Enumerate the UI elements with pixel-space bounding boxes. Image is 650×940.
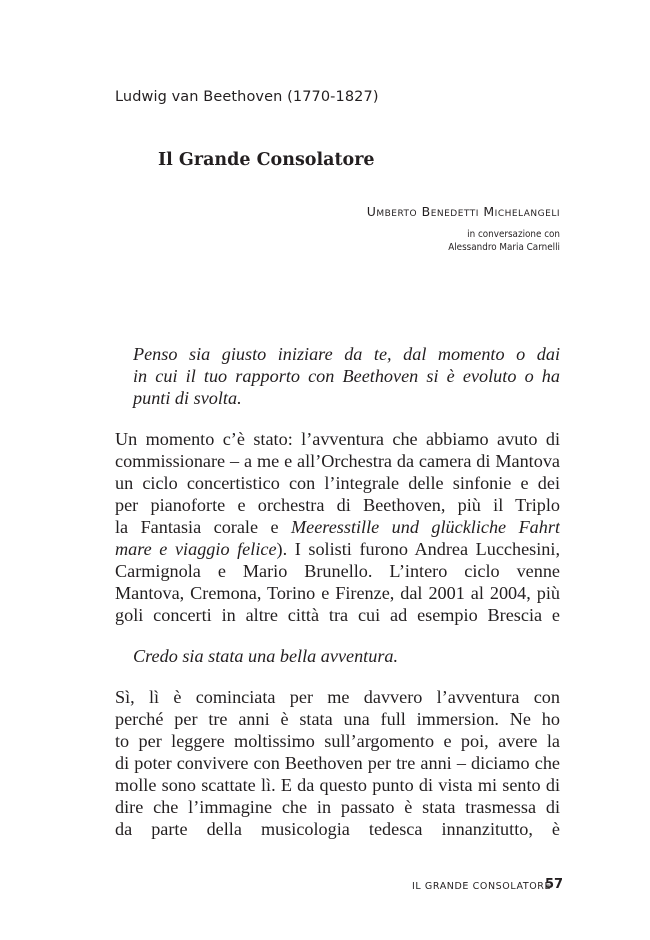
answer-text: ). I solisti furono Andrea Lucchesini, bbox=[276, 539, 560, 559]
question-line: punti di svolta. bbox=[133, 388, 242, 408]
answer-line: to per leggere moltissimo sull’argomento e poi, avere la bbox=[115, 731, 560, 751]
answer-line bbox=[115, 538, 560, 560]
answer-line: dire che l’immagine che in passato è stata trasmessa di bbox=[115, 797, 560, 817]
answer-line: Un momento c’è stato: l’avventura che abbiamo avuto di bbox=[115, 429, 560, 449]
answer-line: Carmignola e Mario Brunello. L’intero ciclo venne bbox=[115, 561, 560, 581]
answer-text: la Fantasia corale e bbox=[115, 517, 292, 537]
answer-line: un ciclo concertistico con l’integrale delle sinfonie e dei bbox=[115, 473, 560, 493]
answer-line: di poter convivere con Beethoven per tre anni – diciamo che bbox=[115, 753, 560, 773]
answer-line: perché per tre anni è stata una full immersion. Ne ho bbox=[115, 709, 560, 729]
answer-line: per pianoforte e orchestra di Beethoven, più il Triplo bbox=[115, 495, 560, 515]
answer-line: commissionare – a me e all’Orchestra da camera di Mantova bbox=[115, 451, 560, 471]
composer-heading: Ludwig van Beethoven (1770-1827) bbox=[115, 89, 379, 105]
question-line: Penso sia giusto iniziare da te, dal momento o dai bbox=[133, 344, 560, 364]
page-number: 57 bbox=[545, 877, 564, 892]
answer-line: goli concerti in altre città tra cui ad esempio Brescia e bbox=[115, 605, 560, 625]
chapter-title: Il Grande Consolatore bbox=[158, 150, 375, 170]
answer-line bbox=[115, 516, 560, 538]
conversation-credit bbox=[349, 228, 560, 254]
running-footer-title: IL GRANDE CONSOLATORE bbox=[412, 881, 552, 892]
author-name: Umberto Benedetti Michelangeli bbox=[366, 204, 560, 219]
work-title: Meeresstille und glückliche Fahrt bbox=[291, 517, 560, 537]
answer-line: molle sono scattate lì. E da questo punto di vista mi sento di bbox=[115, 775, 560, 795]
work-title-translation: mare e viaggio felice bbox=[115, 539, 277, 559]
answer-line: da parte della musicologia tedesca innanzitutto, è bbox=[115, 819, 560, 839]
conversation-credit-line: Alessandro Maria Carnelli bbox=[448, 242, 560, 253]
answer-line: Sì, lì è cominciata per me davvero l’avventura con bbox=[115, 687, 560, 707]
question-line: in cui il tuo rapporto con Beethoven si è evoluto o ha bbox=[133, 366, 560, 386]
question-line: Credo sia stata una bella avventura. bbox=[133, 646, 399, 666]
conversation-credit-line: in conversazione con bbox=[467, 229, 560, 240]
answer-line: Mantova, Cremona, Torino e Firenze, dal 2001 al 2004, più bbox=[115, 583, 560, 603]
